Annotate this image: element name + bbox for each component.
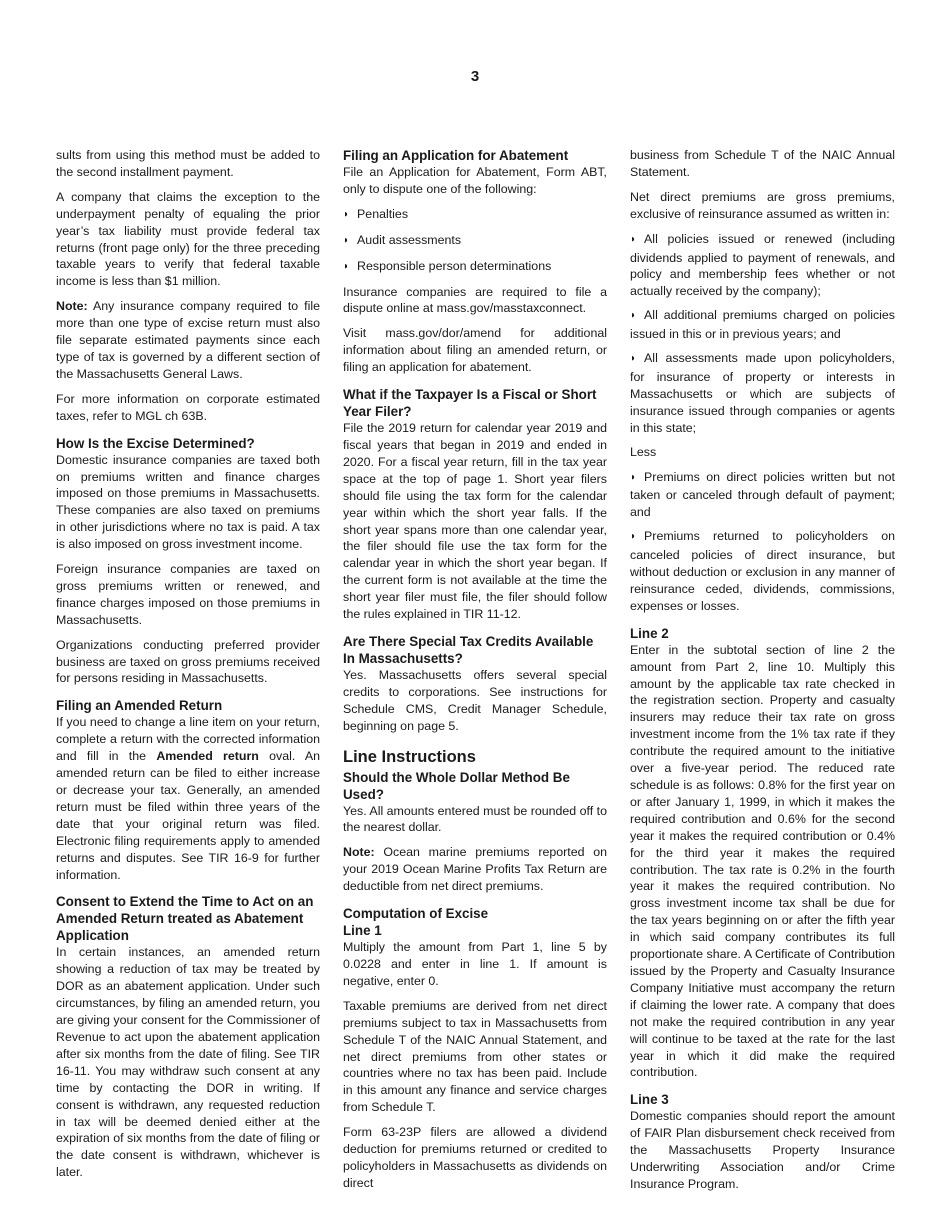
heading-consent: Consent to Extend the Time to Act on an Amended Return treated as Abatement Application	[56, 894, 314, 944]
list-item: ◗ All assessments made upon policyholders, for insurance of property or interests in Massachusetts or which are subjects of insurance issued through companies or agents in this state;	[630, 350, 895, 437]
paragraph-credits: Yes. Massachusetts offers several special credits to corporations. See instructions for Schedule CMS, Credit Manager Schedule, beginning on page 5.	[343, 667, 607, 733]
paragraph-visit: Visit mass.gov/dor/amend for additional information about filing an amended return, or filing an application for abatement.	[343, 326, 607, 375]
heading-amended-return: Filing an Amended Return	[56, 698, 223, 714]
paragraph-taxable-premiums: Taxable premiums are derived from net direct premiums subject to tax in Massachusetts from Schedule T of the NAIC Annual Statement, and net direct premiums from other states or countries where no tax has been paid. Include in this amount any finance and service charges from Schedule T.	[343, 998, 607, 1115]
heading-line-instructions: Line Instructions	[343, 747, 476, 766]
heading-line-3: Line 3	[630, 1092, 669, 1108]
paragraph-dispute: Insurance companies are required to file a dispute online at mass.gov/masstaxconnect.	[343, 284, 607, 316]
heading-line-2: Line 2	[630, 625, 669, 641]
list-item: ◗ Audit assessments	[343, 232, 607, 251]
list-item: ◗ Responsible person determinations	[343, 258, 607, 277]
paragraph-domestic: Domestic insurance companies are taxed both on premiums written and finance charges imposed on those premiums in Massachusetts. These companies are also taxed on premiums in other jurisdictions where no tax is paid. A tax is also imposed on gross investment income.	[56, 452, 320, 552]
heading-whole-dollar: Should the Whole Dollar Method Be Used?	[343, 769, 570, 802]
paragraph-schedule-t-cont: business from Schedule T of the NAIC Annual Statement.	[630, 148, 895, 179]
list-item: ◗ Premiums on direct policies written but not taken or canceled through default of payment; and	[630, 469, 895, 522]
note-ocean-marine	[343, 844, 607, 895]
paragraph-whole-dollar: Yes. All amounts entered must be rounded off to the nearest dollar.	[343, 803, 607, 835]
heading-computation: Computation of Excise	[343, 906, 489, 922]
paragraph-form-63-23p: Form 63-23P filers are allowed a dividend deduction for premiums returned or credited to policyholders in Massachusetts as dividends on direct	[343, 1125, 607, 1190]
paragraph-amended	[56, 714, 320, 883]
paragraph-fiscal: File the 2019 return for calendar year 2019 and fiscal years that began in 2019 and ended in 2020. For a fiscal year return, fill in the tax year space at the top of page 1. Short year filers should file using the tax form for the calendar year within which the short year falls. If the short year spans more than one calendar year, the filer should file use the tax form for the calendar year in which the short year began. If the current form is not available at the time the short year filer must file, the filer should follow the rules explained in TIR 11-12.	[343, 421, 607, 622]
paragraph-line-2: Enter in the subtotal section of line 2 the amount from Part 2, line 10. Multiply this amount by the applicable tax rate checked in the registration section. Property and casualty insurers may reduce their tax rate on gross investment income from the 1% tax rate if they contribute the required amount to the initiative over a five-year period. The reduced rate schedule is as follows: 0.8% for the first year on or after January 1, 1999, in which it makes the required contribution and 0.6% for the second year it makes the required contribution or 0.4% for the third year it makes the required contribution. The tax rate is 0.2% in the fourth year it makes the required contribution. No gross investment income tax shall be due for the tax years beginning on or after the fifth year in which said company contributes its full proportionate share. A Certificate of Contribution issued by the Property and Casualty Insurance Company Initiative must accompany the return if claiming the lower rate. A company that does not make the required contribution in any year will continue to be taxed at the rate for the last year in which it did make the required contribution.	[630, 642, 895, 1080]
note-text: Any insurance company required to file more than one type of excise return must also file separate estimated payments since each type of tax is governed by a different section of the Massachusetts General Laws.	[56, 299, 320, 381]
paragraph-consent: In certain instances, an amended return showing a reduction of tax may be treated by DOR as an abatement application. Under such circumstances, by filing an amended return, you are giving your consent for the Commissioner of Revenue to act upon the abatement application after six months from the date of filing. See TIR 16-11. You may withdraw such consent at any time by contacting the DOR in writing. If consent is withdrawn, any requested reduction in tax will be deemed denied either at the expiration of six months from the date of filing or the date consent is withdrawn, whichever is later.	[56, 945, 320, 1180]
paragraph-line-1: Multiply the amount from Part 1, line 5 by 0.0228 and enter in line 1. If amount is negative, enter 0.	[343, 940, 607, 988]
paragraph-more-info: For more information on corporate estimated taxes, refer to MGL ch 63B.	[56, 391, 320, 423]
amended-return-bold: Amended return	[156, 749, 259, 764]
heading-credits: Are There Special Tax Credits Available In Massachusetts?	[343, 633, 594, 666]
note-paragraph	[56, 298, 320, 383]
paragraph-exception: A company that claims the exception to the underpayment penalty of equaling the prior year’s tax liability must provide federal tax returns (front page only) for the three preceding taxable years to verify that federal taxable income is less than $1 million.	[56, 189, 320, 289]
abatement-list	[343, 206, 607, 277]
included-premiums-list	[630, 231, 895, 437]
heading-abatement: Filing an Application for Abatement	[343, 148, 569, 163]
page-number: 3	[470, 68, 480, 85]
list-item: ◗ Premiums returned to policyholders on canceled policies of direct insurance, but without deduction or exclusion in any manner of reinsurance ceded, dividends, commissions, expenses or losses.	[630, 528, 895, 615]
heading-fiscal-year: What if the Taxpayer Is a Fiscal or Short Year Filer?	[343, 387, 597, 420]
amended-text-b: oval. An amended return can be filed to either increase or decrease your tax. Generally, an amended return must be filed within three years of the date that your original return was filed. Electronic filing requirements apply to amended returns and disputes. See TIR 16-9 for further information.	[56, 749, 321, 882]
list-item: ◗ All additional premiums charged on policies issued in this or in previous years; and	[630, 307, 895, 343]
paragraph-line-3: Domestic companies should report the amount of FAIR Plan disbursement check received from the Massachusetts Property Insurance Underwriting Association and/or Crime Insurance Program.	[630, 1109, 895, 1191]
column-3	[630, 147, 895, 1201]
paragraph-net-direct: Net direct premiums are gross premiums, exclusive of reinsurance assumed as written in:	[630, 189, 895, 221]
note-text: Ocean marine premiums reported on your 2019 Ocean Marine Profits Tax Return are deductible from net direct premiums.	[343, 845, 607, 894]
note-label: Note:	[343, 845, 375, 860]
paragraph-estimated-cont: sults from using this method must be added to the second installment payment.	[56, 148, 320, 179]
excluded-premiums-list	[630, 469, 895, 615]
paragraph-abatement: File an Application for Abatement, Form ABT, only to dispute one of the following:	[343, 165, 607, 196]
list-item: ◗ Penalties	[343, 206, 607, 225]
column-2	[343, 147, 607, 1200]
less-label: Less	[630, 444, 657, 459]
amended-text-a: If you need to change a line item on your return, complete a return with the corrected information and fill in the	[56, 715, 320, 764]
column-1	[56, 147, 320, 1189]
list-item: ◗ All policies issued or renewed (including dividends applied to payment of renewals, and policy and membership fees whether or not actually received by the company);	[630, 231, 895, 301]
heading-line-1: Line 1	[343, 923, 382, 939]
note-label: Note:	[56, 299, 88, 314]
paragraph-foreign: Foreign insurance companies are taxed on gross premiums written or renewed, and finance charges imposed on those premiums in Massachusetts.	[56, 562, 320, 627]
paragraph-preferred-provider: Organizations conducting preferred provider business are taxed on gross premiums received for persons residing in Massachusetts.	[56, 637, 320, 686]
heading-excise-determined: How Is the Excise Determined?	[56, 435, 255, 451]
